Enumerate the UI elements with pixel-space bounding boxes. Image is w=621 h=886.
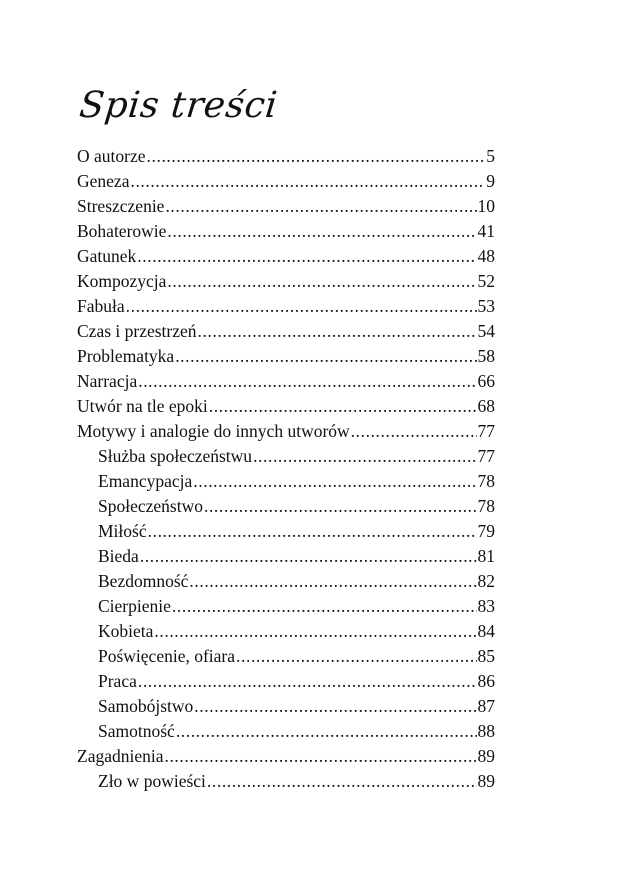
toc-entry-label: Służba społeczeństwu [98,446,253,466]
toc-entry-label: Praca [98,671,137,691]
toc-entry-label: Bohaterowie [77,221,167,241]
toc-leader-dots [176,719,477,744]
toc-entry-label: Bieda [98,546,139,566]
toc-entry-label: Problematyka [77,346,175,366]
toc-leader-dots [165,194,476,219]
toc-list [77,144,495,794]
toc-subentry [77,519,495,544]
toc-subentry [77,444,495,469]
toc-subentry [77,694,495,719]
toc-entry [77,244,495,269]
toc-entry-label: Cierpienie [98,596,171,616]
toc-leader-dots [193,469,476,494]
toc-entry-page: 88 [477,721,495,741]
toc-subentry [77,469,495,494]
toc-entry [77,269,495,294]
toc-entry-label: Utwór na tle epoki [77,396,208,416]
toc-leader-dots [175,344,476,369]
toc-subentry [77,569,495,594]
toc-leader-dots [138,369,476,394]
toc-entry-label: Poświęcenie, ofiara [98,646,236,666]
toc-leader-dots [140,544,477,569]
toc-subentry [77,644,495,669]
toc-entry-label: Czas i przestrzeń [77,321,197,341]
toc-leader-dots [137,244,476,269]
toc-leader-dots [130,169,485,194]
toc-entry-page: 82 [477,571,495,591]
toc-entry-page: 85 [477,646,495,666]
toc-leader-dots [189,569,476,594]
toc-subentry [77,769,495,794]
toc-entry [77,194,495,219]
toc-entry [77,394,495,419]
toc-entry-label: Geneza [77,171,130,191]
toc-entry-label: Miłość [98,521,147,541]
toc-entry [77,294,495,319]
toc-entry [77,319,495,344]
toc-entry-page: 10 [477,196,495,216]
toc-entry-page: 87 [477,696,495,716]
toc-entry-page: 78 [477,496,495,516]
toc-entry-page: 48 [477,246,495,266]
toc-leader-dots [148,519,477,544]
toc-entry-page: 9 [486,171,495,191]
toc-entry [77,344,495,369]
toc-subentry [77,719,495,744]
toc-entry-page: 41 [477,221,495,241]
toc-leader-dots [147,144,486,169]
toc-entry [77,219,495,244]
toc-entry-page: 77 [477,421,495,441]
toc-entry [77,144,495,169]
toc-leader-dots [207,769,477,794]
toc-entry-label: Fabuła [77,296,125,316]
toc-entry [77,369,495,394]
toc-leader-dots [198,319,477,344]
toc-entry-label: Emancypacja [98,471,193,491]
toc-leader-dots [236,644,476,669]
toc-subentry [77,669,495,694]
toc-leader-dots [138,669,477,694]
toc-leader-dots [253,444,476,469]
toc-entry-label: Zagadnienia [77,746,164,766]
toc-entry-label: Samobójstwo [98,696,194,716]
toc-entry-label: Bezdomność [98,571,189,591]
toc-entry [77,169,495,194]
toc-leader-dots [351,419,477,444]
toc-entry-page: 77 [477,446,495,466]
toc-entry-page: 89 [477,771,495,791]
toc-title: Spis treści [77,85,280,126]
toc-subentry [77,594,495,619]
toc-entry-page: 84 [477,621,495,641]
toc-entry-label: Motywy i analogie do innych utworów [77,421,350,441]
toc-leader-dots [126,294,477,319]
toc-entry-page: 89 [477,746,495,766]
toc-leader-dots [154,619,476,644]
toc-entry-page: 52 [477,271,495,291]
toc-entry-label: Kompozycja [77,271,167,291]
toc-entry-page: 86 [477,671,495,691]
toc-entry-label: Społeczeństwo [98,496,203,516]
toc-leader-dots [167,219,476,244]
toc-entry-label: Streszczenie [77,196,165,216]
toc-entry-page: 68 [477,396,495,416]
toc-entry-page: 53 [477,296,495,316]
toc-entry-label: Narracja [77,371,138,391]
toc-leader-dots [172,594,477,619]
toc-entry-label: Zło w powieści [98,771,206,791]
toc-entry-page: 79 [477,521,495,541]
toc-entry-page: 81 [477,546,495,566]
toc-entry-page: 83 [477,596,495,616]
toc-leader-dots [194,694,476,719]
toc-entry-label: O autorze [77,146,146,166]
toc-leader-dots [167,269,476,294]
toc-entry-label: Gatunek [77,246,137,266]
toc-entry-page: 78 [477,471,495,491]
toc-leader-dots [204,494,477,519]
toc-subentry [77,619,495,644]
toc-entry-label: Samotność [98,721,175,741]
toc-entry [77,419,495,444]
toc-entry-page: 5 [486,146,495,166]
toc-entry-label: Kobieta [98,621,154,641]
toc-leader-dots [164,744,476,769]
toc-leader-dots [209,394,477,419]
toc-subentry [77,544,495,569]
toc-entry-page: 54 [477,321,495,341]
toc-subentry [77,494,495,519]
toc-entry-page: 66 [477,371,495,391]
toc-entry-page: 58 [477,346,495,366]
toc-entry [77,744,495,769]
